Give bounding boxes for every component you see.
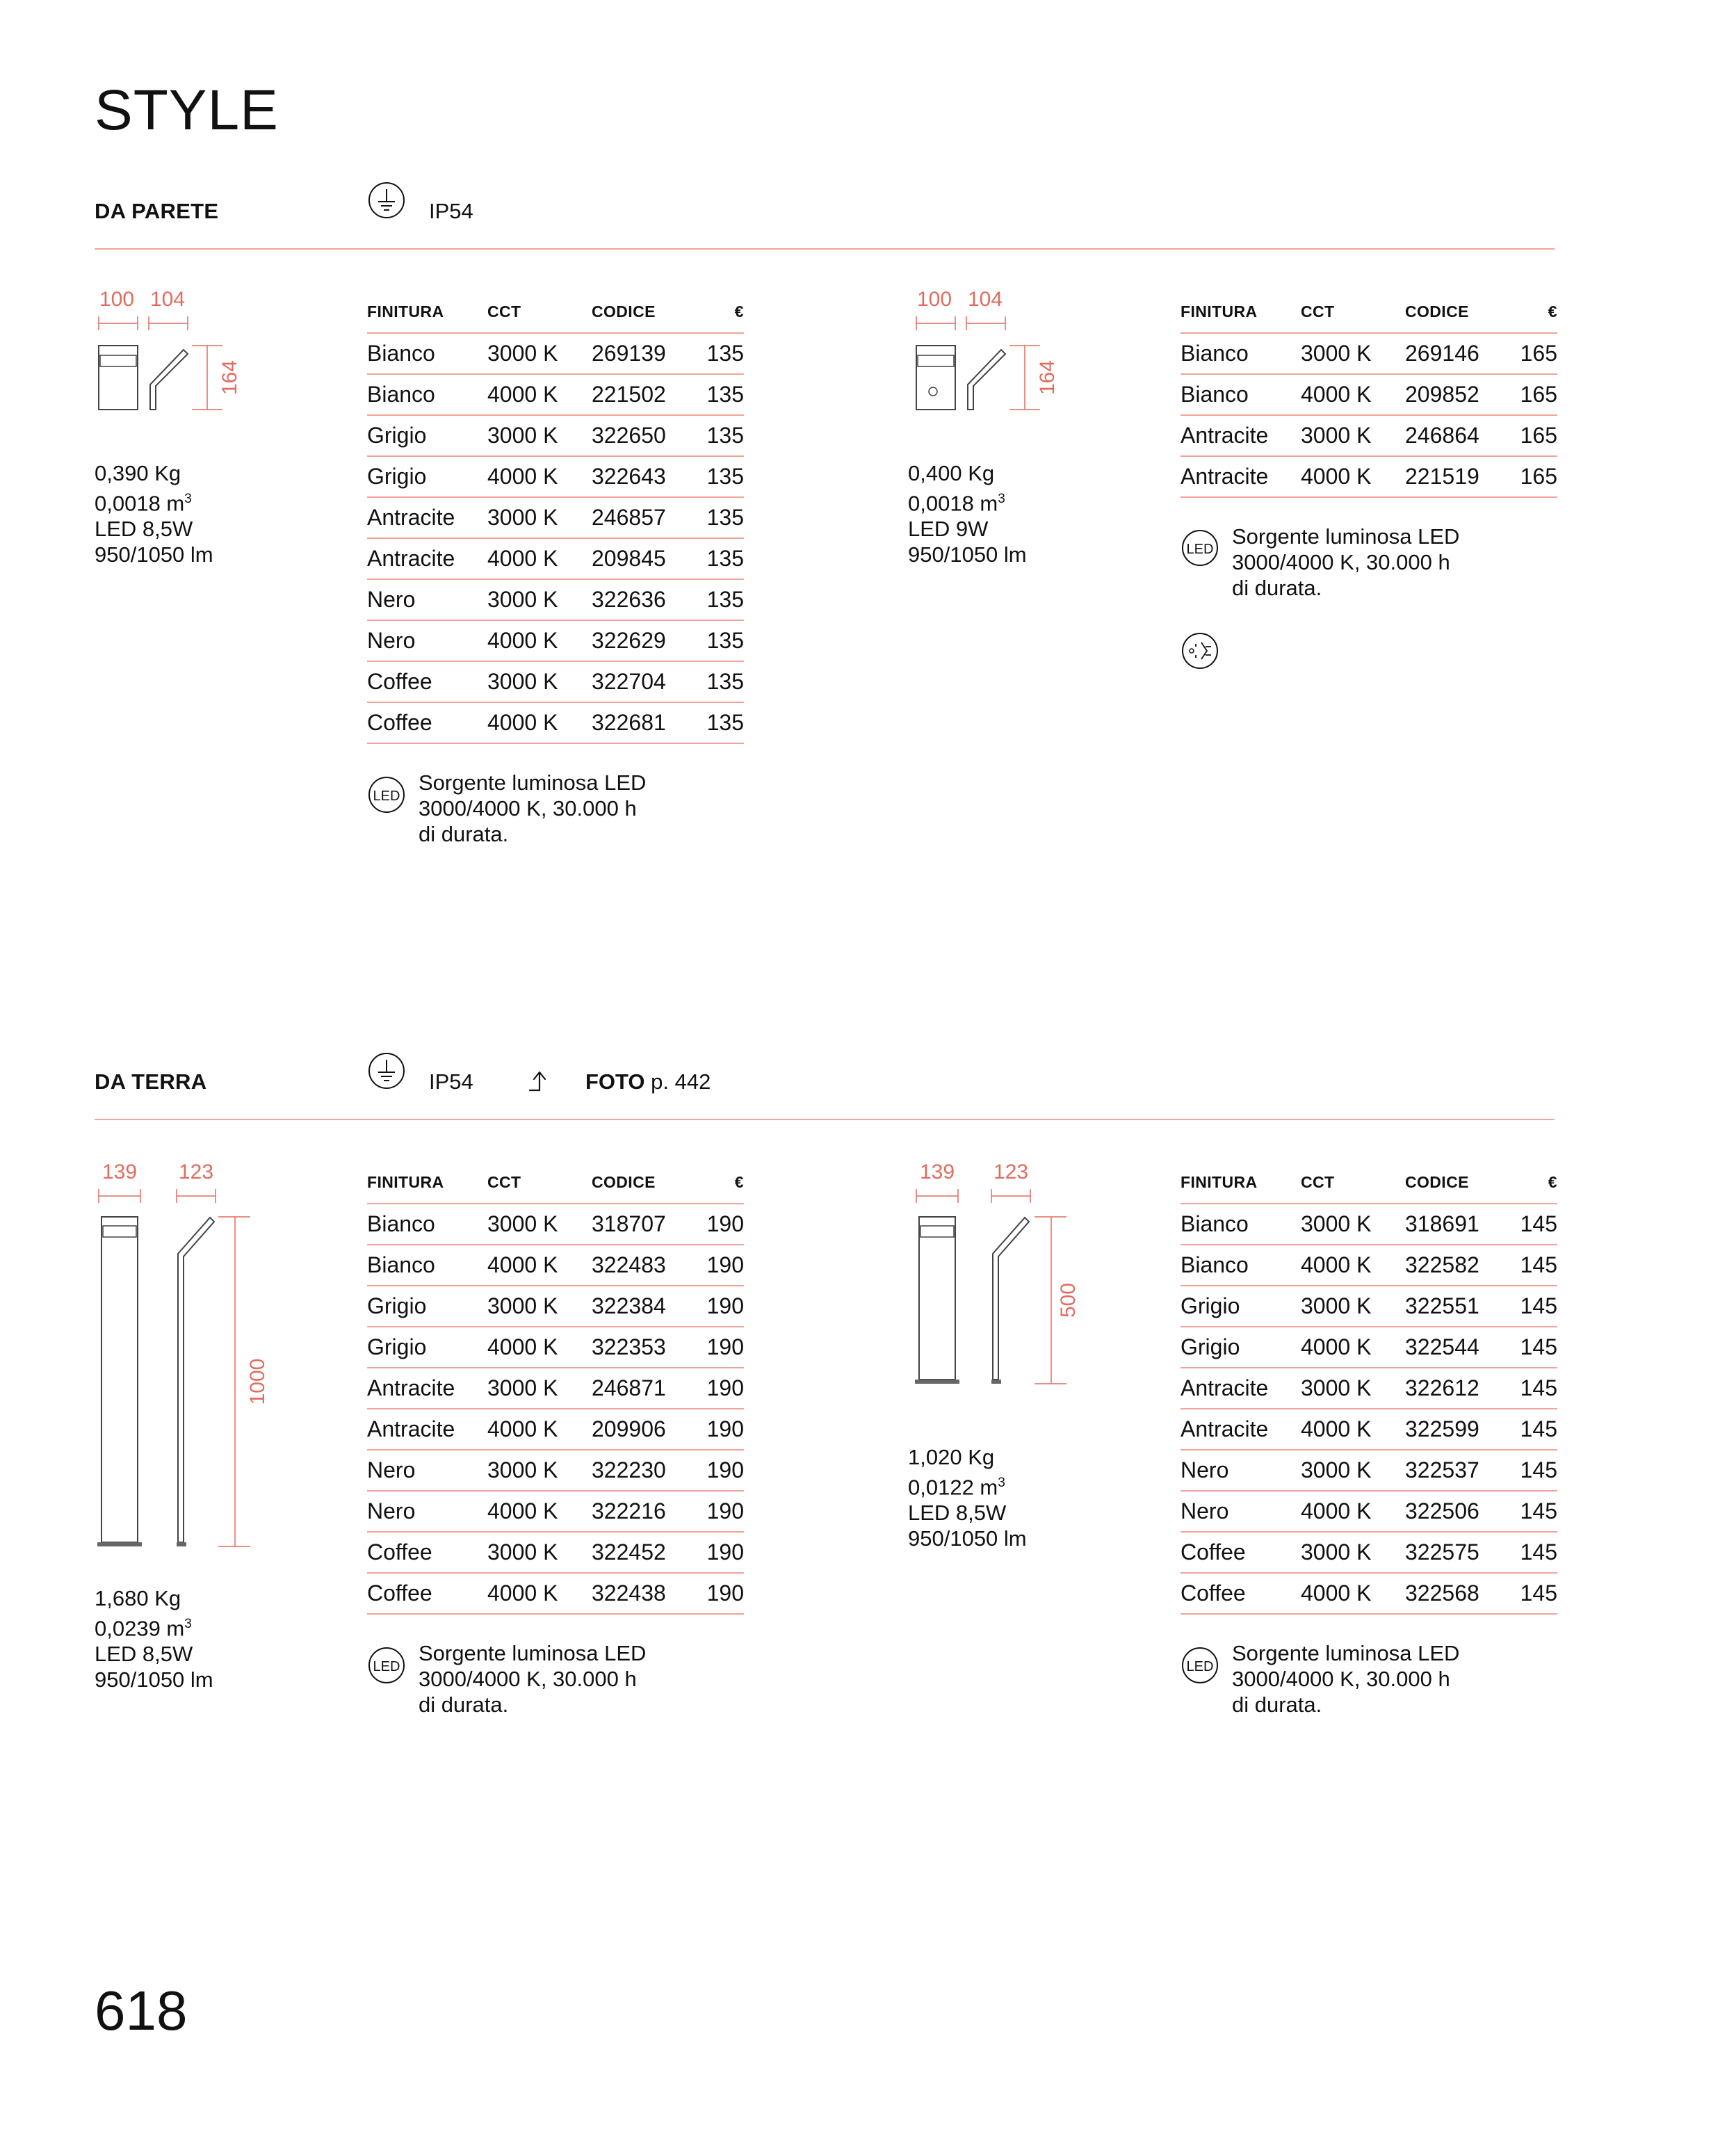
- table-row: [1181, 1327, 1557, 1368]
- cell-price: 135: [697, 661, 744, 702]
- cell-cct: 3000 K: [487, 1532, 592, 1573]
- cell-codice: 322438: [592, 1573, 697, 1614]
- cell-price: 165: [1511, 333, 1557, 374]
- cell-finitura: Nero: [1181, 1450, 1301, 1491]
- svg-text:LED: LED: [1186, 1659, 1214, 1674]
- product-drawing-ground-1: [90, 1151, 292, 1554]
- col-finitura: FINITURA: [1181, 300, 1301, 333]
- dim-width: 100: [99, 288, 135, 311]
- cell-cct: 4000 K: [1301, 1327, 1405, 1368]
- table-row: [367, 579, 744, 620]
- cell-finitura: Antracite: [1181, 1368, 1301, 1409]
- table-row: [1181, 1204, 1557, 1245]
- product-specs: [95, 460, 213, 567]
- cell-codice: 269139: [592, 333, 697, 374]
- table-row: [367, 497, 744, 538]
- table-row: [367, 538, 744, 579]
- cell-codice: 322506: [1405, 1491, 1511, 1532]
- spec-weight: 0,400 Kg: [908, 461, 995, 485]
- cell-finitura: Grigio: [1181, 1327, 1301, 1368]
- dim-depth: 123: [993, 1161, 1029, 1183]
- cell-price: 145: [1511, 1532, 1557, 1573]
- cell-codice: 322575: [1405, 1532, 1511, 1573]
- cell-finitura: Bianco: [1181, 1204, 1301, 1245]
- cell-finitura: Bianco: [1181, 374, 1301, 415]
- cell-codice: 322599: [1405, 1409, 1511, 1450]
- cell-cct: 3000 K: [487, 333, 592, 374]
- col-price: €: [1511, 1171, 1557, 1204]
- table-row: [1181, 333, 1557, 374]
- cell-price: 145: [1511, 1573, 1557, 1614]
- cell-cct: 4000 K: [487, 1327, 592, 1368]
- table-row: [367, 661, 744, 702]
- cell-price: 145: [1511, 1450, 1557, 1491]
- table-row: [367, 333, 744, 374]
- cell-codice: 221502: [592, 374, 697, 415]
- cell-cct: 3000 K: [487, 1450, 592, 1491]
- cell-finitura: Antracite: [367, 538, 487, 579]
- cell-cct: 3000 K: [1301, 1450, 1405, 1491]
- cell-cct: 3000 K: [1301, 1286, 1405, 1327]
- cell-price: 145: [1511, 1327, 1557, 1368]
- cell-finitura: Bianco: [1181, 333, 1301, 374]
- cell-price: 145: [1511, 1368, 1557, 1409]
- col-finitura: FINITURA: [367, 1171, 487, 1204]
- section-divider: [95, 248, 1555, 250]
- cell-codice: 209845: [592, 538, 697, 579]
- cell-finitura: Bianco: [367, 333, 487, 374]
- cell-codice: 322612: [1405, 1368, 1511, 1409]
- dim-height: 164: [1036, 359, 1059, 396]
- cell-price: 135: [697, 456, 744, 497]
- cell-cct: 3000 K: [1301, 415, 1405, 456]
- cell-cct: 3000 K: [1301, 1204, 1405, 1245]
- table-row: [1181, 1368, 1557, 1409]
- dim-width: 139: [919, 1161, 955, 1183]
- product-specs: [908, 460, 1027, 567]
- cell-price: 135: [697, 702, 744, 743]
- cell-finitura: Nero: [367, 620, 487, 661]
- spec-power: LED 8,5W: [908, 1501, 1007, 1526]
- col-finitura: FINITURA: [367, 300, 487, 333]
- motion-sensor-icon: [1181, 631, 1219, 670]
- col-cct: CCT: [1301, 300, 1405, 333]
- spec-volume: 0,0018 $m^3$: [908, 491, 1005, 516]
- cell-price: 135: [697, 497, 744, 538]
- cell-cct: 4000 K: [487, 538, 592, 579]
- cell-cct: 4000 K: [487, 1245, 592, 1286]
- cell-finitura: Antracite: [367, 1409, 487, 1450]
- cell-finitura: Coffee: [367, 1532, 487, 1573]
- cell-codice: 322681: [592, 702, 697, 743]
- spec-lumen: 950/1050 lm: [95, 1667, 213, 1692]
- spec-volume: 0,0239 $m^3$: [95, 1616, 192, 1641]
- led-note: Sorgente luminosa LED 3000/4000 K, 30.000 h di durata.: [419, 1641, 647, 1717]
- spec-volume: 0,0122 $m^3$: [908, 1475, 1005, 1500]
- spec-weight: 1,020 Kg: [908, 1445, 995, 1469]
- cell-cct: 3000 K: [1301, 1532, 1405, 1573]
- cell-codice: 322537: [1405, 1450, 1511, 1491]
- product-specs: [908, 1444, 1027, 1551]
- cell-price: 135: [697, 538, 744, 579]
- spec-power: LED 9W: [908, 517, 989, 542]
- cell-codice: 322636: [592, 579, 697, 620]
- dim-height: 500: [1057, 1282, 1080, 1318]
- cell-price: 190: [697, 1532, 744, 1573]
- cell-price: 135: [697, 620, 744, 661]
- page-number: 618: [95, 1980, 188, 2042]
- cell-finitura: Nero: [367, 1491, 487, 1532]
- cell-price: 145: [1511, 1245, 1557, 1286]
- table-row: [367, 456, 744, 497]
- cell-price: 135: [697, 374, 744, 415]
- cell-finitura: Grigio: [367, 1286, 487, 1327]
- cell-codice: 322650: [592, 415, 697, 456]
- table-row: [367, 1409, 744, 1450]
- cell-price: 190: [697, 1204, 744, 1245]
- table-row: [367, 415, 744, 456]
- table-row: [367, 1573, 744, 1614]
- section-divider: [95, 1119, 1555, 1120]
- cell-cct: 3000 K: [487, 661, 592, 702]
- cell-price: 165: [1511, 374, 1557, 415]
- cell-cct: 3000 K: [487, 1368, 592, 1409]
- cell-codice: 322582: [1405, 1245, 1511, 1286]
- cell-finitura: Nero: [367, 1450, 487, 1491]
- table-row: [367, 1327, 744, 1368]
- cell-price: 190: [697, 1573, 744, 1614]
- cell-cct: 4000 K: [487, 702, 592, 743]
- cell-cct: 4000 K: [487, 1491, 592, 1532]
- cell-price: 190: [697, 1245, 744, 1286]
- product-table-wall-1: [367, 300, 744, 744]
- table-row: [1181, 1573, 1557, 1614]
- cell-codice: 322544: [1405, 1327, 1511, 1368]
- cell-finitura: Antracite: [367, 497, 487, 538]
- cell-cct: 4000 K: [1301, 374, 1405, 415]
- table-row: [1181, 415, 1557, 456]
- table-row: [367, 1245, 744, 1286]
- col-cct: CCT: [1301, 1171, 1405, 1204]
- cell-codice: 318707: [592, 1204, 697, 1245]
- cell-cct: 3000 K: [487, 1204, 592, 1245]
- cell-price: 145: [1511, 1286, 1557, 1327]
- table-row: [367, 374, 744, 415]
- col-finitura: FINITURA: [1181, 1171, 1301, 1204]
- table-row: [367, 702, 744, 743]
- dim-height: 1000: [246, 1358, 269, 1405]
- cell-cct: 4000 K: [487, 456, 592, 497]
- page-title: STYLE: [95, 79, 279, 142]
- table-row: [1181, 1532, 1557, 1573]
- led-source-icon: [367, 775, 406, 814]
- table-row: [1181, 1491, 1557, 1532]
- cell-codice: 221519: [1405, 456, 1511, 497]
- cell-codice: 322643: [592, 456, 697, 497]
- table-row: [367, 1286, 744, 1327]
- col-price: €: [697, 1171, 744, 1204]
- col-codice: CODICE: [1405, 300, 1511, 333]
- cell-codice: 209852: [1405, 374, 1511, 415]
- cell-price: 190: [697, 1286, 744, 1327]
- product-drawing-wall-1: [90, 282, 257, 428]
- dim-depth: 123: [178, 1161, 214, 1183]
- dim-height: 164: [218, 359, 241, 396]
- product-table-wall-2: [1181, 300, 1557, 498]
- cell-finitura: Bianco: [1181, 1245, 1301, 1286]
- cell-finitura: Coffee: [1181, 1573, 1301, 1614]
- dim-width: 139: [102, 1161, 138, 1183]
- col-price: €: [697, 300, 744, 333]
- product-table-ground-2: [1181, 1171, 1557, 1615]
- cell-price: 145: [1511, 1204, 1557, 1245]
- svg-text:LED: LED: [373, 1659, 400, 1674]
- svg-text:LED: LED: [1186, 542, 1214, 557]
- foto-link[interactable]: FOTO p. 442: [585, 1069, 711, 1094]
- table-row: [367, 620, 744, 661]
- cell-finitura: Grigio: [367, 1327, 487, 1368]
- table-row: [367, 1204, 744, 1245]
- spec-weight: 0,390 Kg: [95, 461, 181, 485]
- ip-rating: IP54: [429, 1069, 473, 1094]
- cell-codice: 322568: [1405, 1573, 1511, 1614]
- cell-finitura: Grigio: [367, 456, 487, 497]
- cell-price: 190: [697, 1491, 744, 1532]
- product-drawing-wall-2: [908, 282, 1075, 428]
- cell-finitura: Bianco: [367, 1204, 487, 1245]
- cell-price: 190: [697, 1450, 744, 1491]
- cell-cct: 4000 K: [1301, 456, 1405, 497]
- cell-codice: 246864: [1405, 415, 1511, 456]
- cell-cct: 4000 K: [487, 374, 592, 415]
- cell-finitura: Antracite: [1181, 1409, 1301, 1450]
- table-row: [367, 1532, 744, 1573]
- spec-power: LED 8,5W: [95, 517, 193, 542]
- cell-codice: 246857: [592, 497, 697, 538]
- cell-cct: 3000 K: [487, 415, 592, 456]
- table-row: [1181, 1245, 1557, 1286]
- cell-price: 190: [697, 1327, 744, 1368]
- cell-finitura: Nero: [1181, 1491, 1301, 1532]
- cell-price: 190: [697, 1409, 744, 1450]
- dim-depth: 104: [149, 288, 186, 311]
- cell-cct: 4000 K: [1301, 1409, 1405, 1450]
- spec-lumen: 950/1050 lm: [908, 1526, 1027, 1551]
- table-row: [367, 1368, 744, 1409]
- product-specs: [95, 1585, 213, 1692]
- cell-finitura: Coffee: [367, 661, 487, 702]
- cell-cct: 3000 K: [487, 497, 592, 538]
- spec-weight: 1,680 Kg: [95, 1586, 181, 1610]
- cell-finitura: Antracite: [367, 1368, 487, 1409]
- led-source-icon: [1181, 528, 1219, 567]
- cell-finitura: Coffee: [1181, 1532, 1301, 1573]
- cell-cct: 3000 K: [1301, 1368, 1405, 1409]
- cell-price: 135: [697, 333, 744, 374]
- cell-codice: 322629: [592, 620, 697, 661]
- led-source-icon: [367, 1646, 406, 1685]
- cell-codice: 322384: [592, 1286, 697, 1327]
- led-note: Sorgente luminosa LED 3000/4000 K, 30.000 h di durata.: [1232, 524, 1460, 600]
- spec-power: LED 8,5W: [95, 1642, 193, 1667]
- cell-price: 165: [1511, 456, 1557, 497]
- cell-price: 145: [1511, 1409, 1557, 1450]
- cell-finitura: Coffee: [367, 1573, 487, 1614]
- cell-finitura: Bianco: [367, 374, 487, 415]
- table-row: [1181, 1450, 1557, 1491]
- col-cct: CCT: [487, 300, 592, 333]
- section-label-da-terra: DA TERRA: [95, 1069, 207, 1094]
- cell-finitura: Nero: [367, 579, 487, 620]
- cell-cct: 4000 K: [487, 620, 592, 661]
- cell-cct: 4000 K: [1301, 1491, 1405, 1532]
- cell-codice: 322551: [1405, 1286, 1511, 1327]
- cell-codice: 209906: [592, 1409, 697, 1450]
- product-table-ground-1: [367, 1171, 744, 1615]
- earth-ground-icon: [367, 1051, 406, 1090]
- cell-price: 190: [697, 1368, 744, 1409]
- cell-price: 135: [697, 579, 744, 620]
- cell-finitura: Coffee: [367, 702, 487, 743]
- led-source-icon: [1181, 1646, 1219, 1685]
- svg-text:LED: LED: [373, 789, 400, 804]
- ip-rating: IP54: [429, 199, 473, 223]
- col-codice: CODICE: [592, 300, 697, 333]
- cell-codice: 322452: [592, 1532, 697, 1573]
- cell-price: 145: [1511, 1491, 1557, 1532]
- cell-codice: 318691: [1405, 1204, 1511, 1245]
- cell-cct: 3000 K: [487, 579, 592, 620]
- dim-depth: 104: [967, 288, 1003, 311]
- cell-cct: 4000 K: [1301, 1245, 1405, 1286]
- cell-price: 165: [1511, 415, 1557, 456]
- cell-cct: 4000 K: [487, 1573, 592, 1614]
- led-note: Sorgente luminosa LED 3000/4000 K, 30.000 h di durata.: [1232, 1641, 1460, 1717]
- section-label-da-parete: DA PARETE: [95, 199, 219, 223]
- col-cct: CCT: [487, 1171, 592, 1204]
- cell-finitura: Antracite: [1181, 456, 1301, 497]
- dim-width: 100: [916, 288, 952, 311]
- spec-lumen: 950/1050 lm: [95, 542, 213, 567]
- cell-codice: 322704: [592, 661, 697, 702]
- cell-cct: 4000 K: [487, 1409, 592, 1450]
- earth-ground-icon: [367, 181, 406, 220]
- cell-finitura: Bianco: [367, 1245, 487, 1286]
- cell-cct: 4000 K: [1301, 1573, 1405, 1614]
- cell-cct: 3000 K: [487, 1286, 592, 1327]
- cell-codice: 269146: [1405, 333, 1511, 374]
- cell-finitura: Grigio: [367, 415, 487, 456]
- table-row: [367, 1491, 744, 1532]
- table-row: [1181, 374, 1557, 415]
- spec-volume: 0,0018 $m^3$: [95, 491, 192, 516]
- table-row: [367, 1450, 744, 1491]
- cell-codice: 322230: [592, 1450, 697, 1491]
- cell-finitura: Antracite: [1181, 415, 1301, 456]
- cell-cct: 3000 K: [1301, 333, 1405, 374]
- led-note: Sorgente luminosa LED 3000/4000 K, 30.000 h di durata.: [419, 770, 647, 846]
- product-drawing-ground-2: [908, 1151, 1110, 1401]
- table-row: [1181, 1409, 1557, 1450]
- col-codice: CODICE: [592, 1171, 697, 1204]
- cell-codice: 322353: [592, 1327, 697, 1368]
- cell-price: 135: [697, 415, 744, 456]
- spec-lumen: 950/1050 lm: [908, 542, 1027, 567]
- table-row: [1181, 456, 1557, 497]
- arrow-up-right-icon: [527, 1067, 555, 1094]
- cell-finitura: Grigio: [1181, 1286, 1301, 1327]
- cell-codice: 322483: [592, 1245, 697, 1286]
- col-price: €: [1511, 300, 1557, 333]
- table-row: [1181, 1286, 1557, 1327]
- cell-codice: 322216: [592, 1491, 697, 1532]
- col-codice: CODICE: [1405, 1171, 1511, 1204]
- cell-codice: 246871: [592, 1368, 697, 1409]
